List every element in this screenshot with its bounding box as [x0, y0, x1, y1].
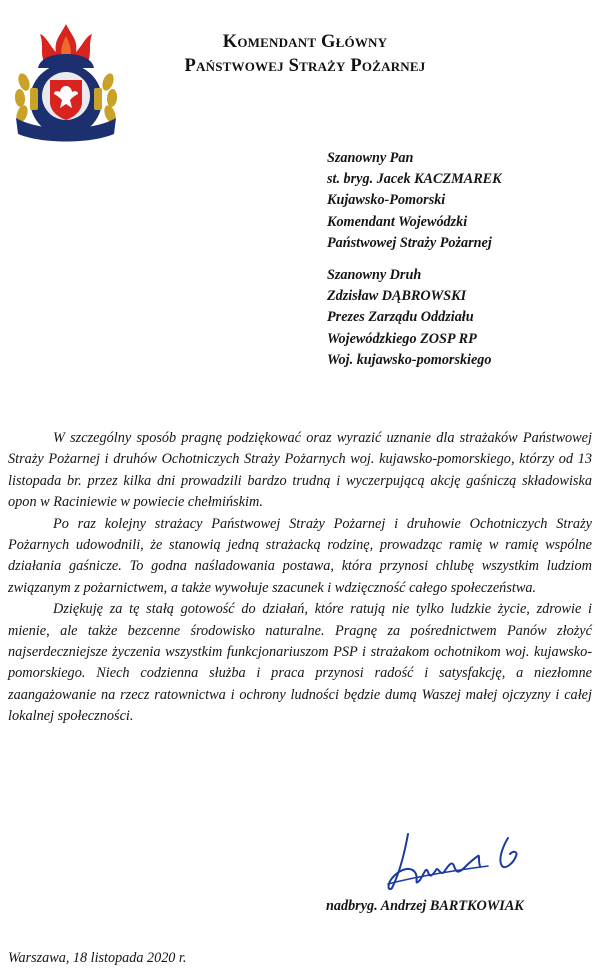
addressee-line: Kujawsko-Pomorski: [327, 192, 446, 209]
addressee-line: Państwowej Straży Pożarnej: [327, 234, 492, 251]
addressee-line: Prezes Zarządu Oddziału: [327, 309, 474, 326]
addressee-line: Wojewódzkiego ZOSP RP: [327, 330, 477, 347]
letterhead: [150, 30, 460, 78]
addressee-line: Szanowny Druh: [327, 267, 422, 283]
letterhead-line-1: Komendant Główny: [222, 32, 388, 52]
addressee-line: Woj. kujawsko-pomorskiego: [327, 351, 492, 368]
addressee-block-2: [327, 265, 492, 371]
addressee-block-1: [327, 148, 502, 254]
signer-name: nadbryg. Andrzej BARTKOWIAK: [326, 898, 524, 914]
psp-emblem-icon: [10, 22, 122, 144]
body-paragraph: W szczególny sposób pragnę podziękować oraz wyrazić uznanie dla strażaków Państwowej Straży Pożarnej i druhów Ochotniczych Straży Pożarnych woj. kujawsko-pomorskiego, którzy od 13 listopada br. przez kilka dni prowadzili bardzo trudną i wyczerpującą akcję gaśniczą składowiska opon w Raciniewie w powiecie chełmińskim.: [8, 430, 592, 511]
handwritten-signature: [368, 826, 533, 896]
place-date: Warszawa, 18 listopada 2020 r.: [8, 950, 187, 966]
letter-body: [8, 428, 592, 728]
addressee-line: Zdzisław DĄBROWSKI: [327, 288, 467, 305]
addressee-line: Szanowny Pan: [327, 150, 414, 166]
addressee-line: st. bryg. Jacek KACZMAREK: [327, 171, 502, 188]
letterhead-line-2: Państwowej Straży Pożarnej: [184, 56, 426, 76]
body-paragraph: Dziękuję za tę stałą gotowość do działań, które ratują nie tylko ludzkie życie, zdrowie i mienie, ale także bezcenne środowisko naturalne. Pragnę za pośrednictwem Panów złożyć najserdeczniejsze życzenia wszystkim funkcjonariuszom PSP i strażakom ochotnikom woj. kujawsko-pomorskiego. Niech codzienna służba i praca przynosi radość i satysfakcję, a niezłomne zaangażowanie na rzecz ratownictwa i ochrony ludności będzie dumą Waszej małej ojczyzny i całej lokalnej społeczności.: [8, 601, 592, 725]
body-paragraph: Po raz kolejny strażacy Państwowej Straży Pożarnej i druhowie Ochotniczych Straży Pożarnych udowodnili, że stanowią jedną strażacką rodzinę, prowadząc ramię w ramię wspólne działania gaśnicze. To godna naśladowania postawa, która przynosi chlubę wszystkim ludziom związanym z pożarnictwem, a także wywołuje szacunek i wdzięczność całego społeczeństwa.: [8, 515, 592, 596]
addressee-line: Komendant Wojewódzki: [327, 213, 468, 230]
